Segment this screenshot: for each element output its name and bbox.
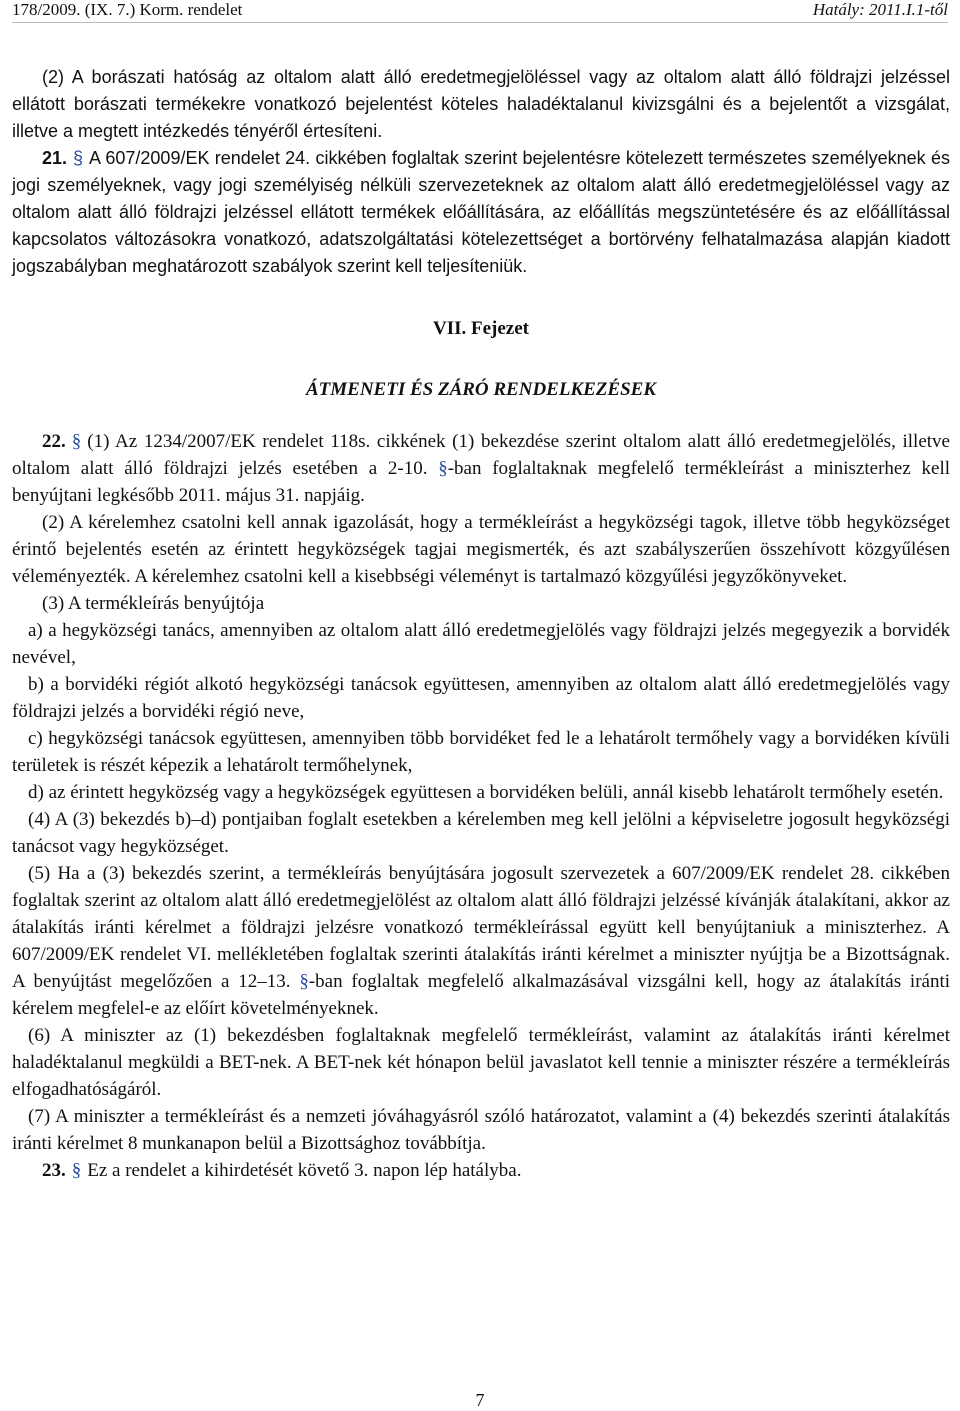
section-22-paragraph-3: (3) A termékleírás benyújtója [42, 593, 265, 614]
paragraph-text: (1) Az 1234/2007/EK rendelet 118s. cikkének (1) bekezdése szerint oltalom alatt álló eredetmegjelölés, illetve oltalom alatt álló földrajzi jelzés esetében a 2-10. [12, 431, 950, 479]
section-21 [12, 145, 950, 280]
paragraph-text: -ban foglaltaknak megfelelő termékleírást a miniszterhez kell benyújtani legkésőbb 2011. május 31. napjáig. [12, 458, 951, 506]
section-23-text: Ez a rendelet a kihirdetését követő 3. napon lép hatályba. [87, 1160, 522, 1181]
section-21-text: cikkében foglaltak szerint bejelentésre kötelezett természetes személyeknek és jogi személyeknek, vagy jogi személyiség nélküli szervezeteknek az oltalom alatt álló eredetmegjelöléssel vagy az oltalom alatt álló földrajzi jelzéssel ellátott termékek előállítására, az előállítás megszüntetésére és az előállítással kapcsolatos változásokra vonatkozó, adatszolgáltatási kötelezettséget a bortörvény felhatalmazása alapján kiadott jogszabályban meghatározott szabályok szerint kell teljesíteniük. [12, 148, 950, 276]
section-link[interactable]: § [299, 971, 309, 992]
section-22-point-d: d) az érintett hegyközség vagy a hegyközségek együttesen a borvidéken belüli, annál kisebb lehatárolt termőhely esetén. [28, 782, 944, 803]
section-link[interactable]: § [71, 1160, 82, 1181]
section-22-paragraph-1 [12, 428, 950, 509]
section-link[interactable]: § [71, 431, 82, 452]
chapter-number: VII. Fejezet [432, 318, 529, 339]
section-22-paragraph-5 [12, 860, 950, 1022]
section-22-paragraph-6: (6) A miniszter az (1) bekezdésben foglaltaknak megfelelő termékleírást, valamint az átalakítás iránti kérelmet haladéktalanul megküldi a BET-nek. A BET-nek két hónapon belül javaslatot kell tennie a miniszter részére a termékleírás elfogadhatóságáról. [12, 1025, 950, 1100]
chapter-title: ÁTMENETI ÉS ZÁRÓ RENDELKEZÉSEK [305, 379, 656, 400]
section-number: 23. [42, 1160, 66, 1181]
section-23 [12, 1157, 950, 1184]
paragraph-text: (5) Ha a (3) bekezdés szerint, a termékleírás benyújtására jogosult szervezetek a 607/2009/EK rendelet 28. cikkében foglaltak szerint az oltalom alatt álló eredetmegjelölést az oltalom alatt álló földrajzi jelzéssé kívánják átalakítani, akkor az átalakítás iránti kérelmet a földrajzi jelzésre vonatkozó termékleírással együtt kell benyújtaniuk a miniszterhez. A 607/2009/EK rendelet VI. mellékletében foglaltak szerinti átalakítás iránti kérelmet a miniszter nyújtja be a Bizottságnak. A benyújtást megelőzően a 12–13. [12, 863, 950, 992]
section-link[interactable]: § [438, 458, 448, 479]
paragraph-text: -ban foglaltak megfelelő alkalmazásával vizsgálni kell, hogy az átalakítás iránti kérelem megfelel-e az előírt követelményeknek. [12, 971, 951, 1019]
page-header [12, 0, 948, 23]
page-number: 7 [475, 1390, 485, 1410]
section-22-paragraph-7: (7) A miniszter a termékleírást és a nemzeti jóváhagyásról szóló határozatot, valamint a (4) bekezdés szerinti átalakítás iránti kérelmet 8 munkanapon belül a Bizottsághoz továbbítja. [12, 1106, 950, 1154]
section-22-point-a: a) a hegyközségi tanács, amennyiben az oltalom alatt álló eredetmegjelölés vagy földrajzi jelzés megegyezik a borvidék nevével, [12, 620, 950, 668]
paragraph-20-2: (2) A borászati hatóság az oltalom alatt álló eredetmegjelöléssel vagy az oltalom alatt álló földrajzi jelzéssel ellátott borászati termékekre vonatkozó bejelentést köteles haladéktalanul kivizsgálni és a bejelentőt a vizsgálat, illetve a megtett intézkedés tényéről értesíteni. [12, 67, 950, 141]
section-link[interactable]: § [73, 148, 84, 168]
document-body [12, 64, 950, 1184]
header-effective-date: Hatály: 2011.I.1-től [812, 0, 948, 19]
section-22-point-b: b) a borvidéki régiót alkotó hegyközségi tanácsok együttesen, amennyiben az oltalom alatt álló eredetmegjelölés vagy földrajzi jelzés a borvidéki régió neve, [12, 674, 950, 722]
section-number: 22. [42, 431, 66, 452]
header-document-title: 178/2009. (IX. 7.) Korm. rendelet [12, 0, 243, 19]
section-21-reference: A 607/2009/EK rendelet 24. [89, 148, 311, 168]
section-22-paragraph-2: (2) A kérelemhez csatolni kell annak igazolását, hogy a termékleírást a hegyközségi tagok, illetve több hegyközséget érintő bejelentés esetén az érintett hegyközségek tagjai megismerték, és azt szabályszerűen összehívott közgyűlésen véleményezték. A kérelemhez csatolni kell a kisebbségi véleményt is tartalmazó közgyűlési jegyzőkönyveket. [12, 512, 950, 587]
section-22-point-c: c) hegyközségi tanácsok együttesen, amennyiben több borvidéket fed le a lehatárolt termőhely vagy a borvidéken kívüli területek is részét képezik a lehatárolt termőhelynek, [12, 728, 950, 776]
section-22-paragraph-4: (4) A (3) bekezdés b)–d) pontjaiban foglalt esetekben a kérelemben meg kell jelölni a képviseletre jogosult hegyközségi tanácsot vagy hegyközséget. [12, 809, 950, 857]
section-number: 21. [42, 148, 68, 168]
